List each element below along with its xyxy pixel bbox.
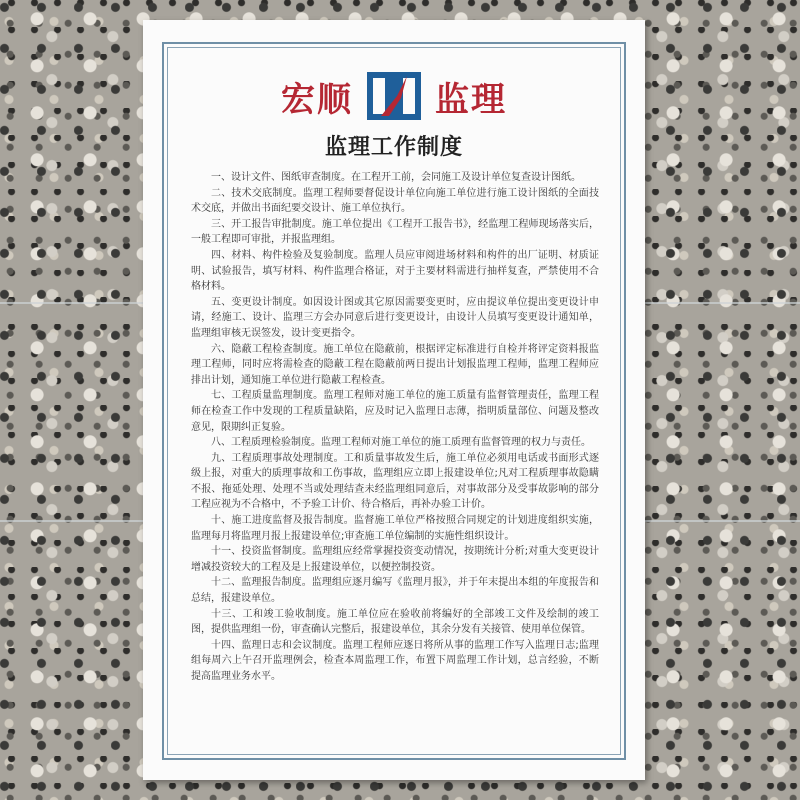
regulation-item: 七、工程质量监理制度。监理工程师对施工单位的施工质量有监督管理责任，监理工程师在检查工作中发现的工程质量缺陷，应及时记入监理日志薄，指明质量部位、问题及整改意见，限期纠正复验。 [191, 390, 599, 433]
regulation-item: 八、工程质理检验制度。监理工程师对施工单位的施工质理有监督管理的权力与责任。 [211, 437, 591, 449]
regulation-item: 五、变更设计制度。如因设计图或其它原因需要变更时，应由提议单位提出变更设计申请，经施工、设计、监理三方会办同意后进行变更设计，由设计人员填写变更设计通知单，监理组审核无误签发，设计变更指令。 [191, 296, 599, 339]
regulation-item: 三、开工报告审批制度。施工单位提出《工程开工报告书》，经监理工程师现场落实后，一般工程即可审批，并报监理组。 [191, 218, 599, 246]
hs-brand-logo-icon [367, 72, 421, 120]
regulation-list [191, 170, 599, 685]
regulation-item: 一、设计文件、图纸审查制度。在工程开工前，会同施工及设计单位复查设计图纸。 [211, 172, 581, 183]
regulation-item: 十二、监理报告制度。监理组应逐月编写《监理月报》，并于年末提出本组的年度报告和总结，报建设单位。 [191, 577, 599, 605]
notice-board [143, 20, 645, 780]
regulation-item: 四、材料、构件检验及复验制度。监理人员应审阅进场材料和构件的出厂证明、材质证明、试验报告，填写材料、构件监理合格证，对于主要材料需进行抽样复查，严禁使用不合格材料。 [191, 249, 599, 293]
regulation-item: 十四、监理日志和会议制度。监理工程师应逐日将所从事的监理工作写入监理日志;监理组每周六上午召开监理例会，检查本周监理工作，布置下周监理工作计划，总言经验，不断提高监理业务水平。 [191, 639, 599, 682]
regulation-item: 九、工程质理事故处理制度。工和质量事故发生后，施工单位必须用电话或书面形式逐级上报，对重大的质理事故和工伤事故，监理组应立即上报建设单位;凡对工程质理事故隐瞒不报、拖延处理、处理不当或处理结查未经监理组同意后，对事故部分及受事故影响的部分工程应视为不合格中，不予验工计价、待合格后，再补办验工计价。 [191, 452, 599, 511]
regulation-item: 十、施工进度监督及报告制度。监督施工单位严格按照合同规定的计划进度组织实施，监理每月将监理月报上报建设单位;审查施工单位编制的实施性组织设计。 [191, 515, 599, 542]
regulation-item: 二、技术交底制度。监理工程师要督促设计单位向施工单位进行施工设计图纸的全面技术交底，并做出书面纪要交设计、施工单位执行。 [191, 187, 599, 215]
brand-name-right: 监理 [435, 79, 507, 120]
regulation-item: 十三、工和竣工验收制度。施工单位应在验收前将编好的全部竣工文件及绘制的竣工图，提供监理组一份，审查确认完整后，报建设单位，其余分发有关接管、使用单位保管。 [191, 608, 599, 636]
regulation-item: 十一、投资监督制度。监理组应经常掌握投资变动情况，按期统计分析;对重大变更设计增减投资较大的工程及是上报建设单位，以便控制投资。 [191, 546, 599, 573]
regulation-item: 六、隐蔽工程检查制度。施工单位在隐蔽前，根据评定标准进行自检并将评定资料报监理工程师，同时应将需检查的隐蔽工程在隐蔽前两日提出计划报监理工程师，监理工程师应排出计划，通知施工单位进行隐蔽工程检查。 [191, 343, 599, 386]
page-title: 监理工作制度 [324, 135, 463, 160]
brand-header [143, 68, 645, 124]
brand-name-left: 宏顺 [281, 79, 353, 120]
